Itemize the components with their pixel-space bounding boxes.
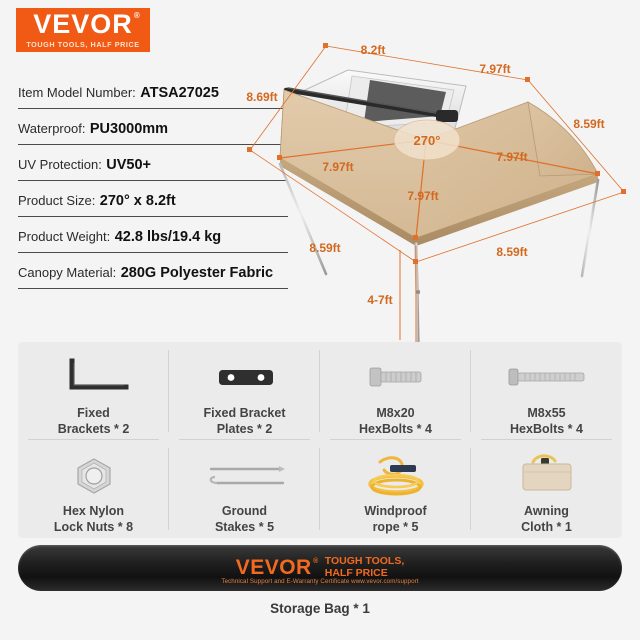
- spec-value: 280G Polyester Fabric: [120, 265, 274, 281]
- dimension-label-left-edge: 8.69ft: [246, 90, 278, 104]
- accessory-item-windproof-rope: [320, 440, 471, 538]
- accessory-label-line1: M8x20: [376, 406, 415, 420]
- accessory-label-line2: Cloth * 1: [521, 519, 572, 534]
- storage-bag-image: [18, 545, 622, 591]
- accessory-label-line1: Fixed: [77, 406, 110, 420]
- storage-bag-caption: Storage Bag * 1: [270, 601, 370, 616]
- dimension-label-rear-right-edge: 7.97ft: [479, 62, 511, 76]
- accessory-label-line2: HexBolts * 4: [510, 421, 583, 436]
- accessory-label: [364, 504, 426, 535]
- accessory-label: [58, 406, 130, 437]
- storage-bag-tagline-line1: TOUGH TOOLS,: [324, 555, 405, 568]
- long-bolt-icon: [499, 354, 595, 400]
- rope-coil-icon: [350, 452, 442, 498]
- accessory-label-line2: HexBolts * 4: [359, 421, 432, 436]
- accessory-label-line1: Fixed Bracket: [203, 406, 286, 420]
- dimension-label-right-rib: 7.97ft: [496, 150, 528, 164]
- spec-value: UV50+: [106, 157, 152, 173]
- accessory-item-awning-cloth: [471, 440, 622, 538]
- accessories-panel: [18, 342, 622, 538]
- accessory-label: [359, 406, 432, 437]
- logo-wordmark: [33, 9, 141, 40]
- spec-label: Canopy Material:: [18, 265, 117, 280]
- logo-brand-text: VEVOR: [33, 9, 133, 40]
- logo-tagline: TOUGH TOOLS, HALF PRICE: [26, 40, 140, 50]
- accessory-label-line1: M8x55: [527, 406, 566, 420]
- spec-label: Item Model Number:: [18, 85, 136, 100]
- vevor-logo: [16, 8, 150, 52]
- accessory-item-m8x55-hexbolts: [471, 342, 622, 440]
- registered-mark: ®: [133, 11, 141, 21]
- accessory-item-ground-stakes: [169, 440, 320, 538]
- accessory-label: [215, 504, 274, 535]
- accessory-label-line1: Hex Nylon: [62, 504, 125, 518]
- spec-value: ATSA27025: [140, 85, 219, 101]
- storage-bag-brand: [235, 556, 319, 580]
- dimension-label-left-rib: 7.97ft: [322, 160, 354, 174]
- accessory-label: [510, 406, 583, 437]
- short-bolt-icon: [354, 354, 438, 400]
- accessory-label: [204, 406, 286, 437]
- storage-bag-section: [18, 545, 622, 616]
- accessory-label-line1: Windproof: [364, 504, 427, 518]
- dimension-label-leg-height: 4-7ft: [367, 293, 393, 307]
- diagram-svg: [240, 24, 640, 344]
- spec-label: UV Protection:: [18, 157, 102, 172]
- accessory-item-m8x20-hexbolts: [320, 342, 471, 440]
- spec-value: PU3000mm: [89, 121, 169, 137]
- registered-mark: ®: [313, 558, 319, 565]
- storage-bag-brand-text: VEVOR: [235, 556, 312, 579]
- hex-nut-icon: [64, 452, 124, 498]
- spec-value: 42.8 lbs/19.4 kg: [114, 229, 222, 245]
- accessory-label-line2: Plates * 2: [216, 421, 273, 436]
- cloth-pouch-icon: [507, 452, 587, 498]
- spec-label: Waterproof:: [18, 121, 86, 136]
- angle-label: 270°: [413, 133, 441, 148]
- spec-value: 270° x 8.2ft: [99, 193, 176, 209]
- storage-bag-support-text: Technical Support and E-Warranty Certificate www.vevor.com/support: [221, 578, 419, 585]
- l-bracket-icon: [52, 354, 136, 400]
- dimension-label-mount-length: 8.2ft: [360, 43, 386, 57]
- accessory-item-fixed-brackets: [18, 342, 169, 440]
- bracket-plate-icon: [203, 354, 287, 400]
- accessory-label-line1: Awning: [524, 504, 569, 518]
- accessory-item-hex-nylon-lock-nuts: [18, 440, 169, 538]
- storage-bag-print: [236, 556, 405, 580]
- accessory-item-fixed-bracket-plates: [169, 342, 320, 440]
- stake-icon: [195, 452, 295, 498]
- awning-dimension-diagram: [240, 24, 640, 344]
- accessory-label: [521, 504, 572, 535]
- dimension-label-front-right-edge: 8.59ft: [496, 245, 528, 259]
- spec-label: Product Size:: [18, 193, 96, 208]
- storage-bag-tagline-line2: HALF PRICE: [324, 567, 388, 579]
- canopy-right-wing: [528, 102, 598, 176]
- accessory-label-line2: rope * 5: [372, 519, 419, 534]
- accessory-label-line1: Ground: [221, 504, 268, 518]
- accessories-grid: [18, 342, 622, 538]
- storage-bag-tagline: [325, 556, 405, 579]
- accessory-label: [54, 504, 133, 535]
- accessory-label-line2: Brackets * 2: [57, 421, 130, 436]
- accessory-label-line2: Stakes * 5: [214, 519, 275, 534]
- accessory-label-line2: Lock Nuts * 8: [53, 519, 134, 534]
- spec-label: Product Weight:: [18, 229, 111, 244]
- dimension-label-right-outer-edge: 8.59ft: [573, 117, 605, 131]
- dimension-label-center-rib: 7.97ft: [407, 189, 439, 203]
- dimension-label-front-left-edge: 8.59ft: [309, 241, 341, 255]
